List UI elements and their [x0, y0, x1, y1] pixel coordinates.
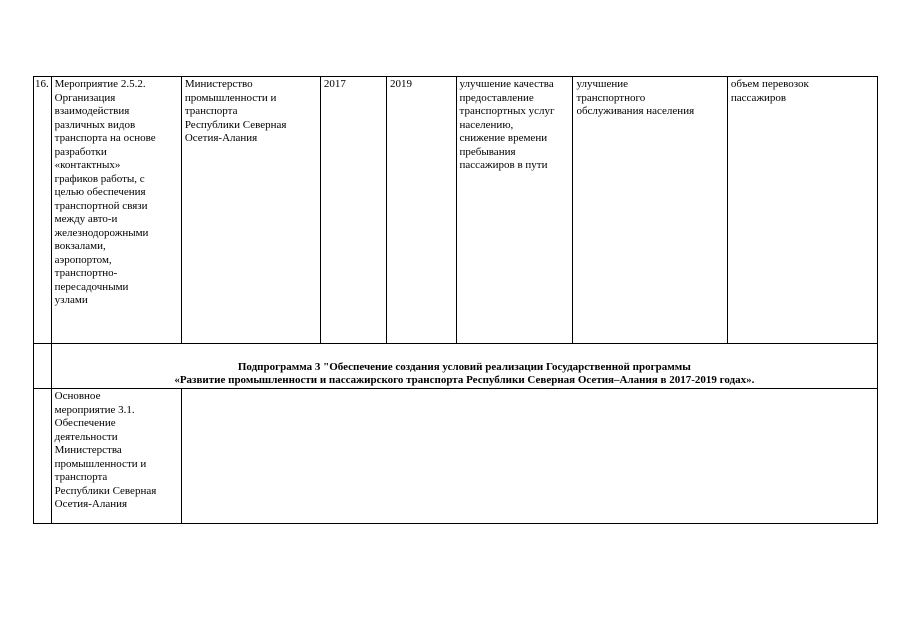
- main-activity-row: [34, 389, 878, 524]
- expected-result-cell: улучшение качества предоставление транспортных услуг населению, снижение времени пребывания пассажиров в пути: [456, 77, 573, 344]
- subprogram-row: [34, 344, 878, 389]
- indicator-cell: объем перевозок пассажиров: [727, 77, 877, 344]
- start-year-cell: 2017: [320, 77, 386, 344]
- end-year-cell: 2019: [387, 77, 457, 344]
- row-number: 16.: [34, 77, 52, 344]
- activity-cell: Мероприятие 2.5.2. Организация взаимодействия различных видов транспорта на основе разработки «контактных» графиков работы, с целью обеспечения транспортной связи между авто-и железнодорожными вокзалами, аэропортом, транспортно- пересадочными узлами: [51, 77, 181, 344]
- empty-merged-cell: [181, 389, 877, 524]
- empty-number-cell: [34, 344, 52, 389]
- program-activities-table: [33, 76, 878, 524]
- empty-number-cell: [34, 389, 52, 524]
- subprogram-title-line-2: «Развитие промышленности и пассажирского транспорта Республики Северная Осетия–Алания в 2017-2019 годах».: [174, 374, 755, 386]
- main-activity-cell: Основное мероприятие 3.1. Обеспечение деятельности Министерства промышленности и транспорта Республики Северная Осетия-Алания: [51, 389, 181, 524]
- impact-cell: улучшение транспортного обслуживания населения: [573, 77, 727, 344]
- executor-cell: Министерство промышленности и транспорта Республики Северная Осетия-Алания: [181, 77, 320, 344]
- subprogram-title: [51, 344, 877, 389]
- subprogram-title-line-1: Подпрограмма 3 "Обеспечение создания условий реализации Государственной программы: [237, 361, 691, 373]
- table-row: [34, 77, 878, 344]
